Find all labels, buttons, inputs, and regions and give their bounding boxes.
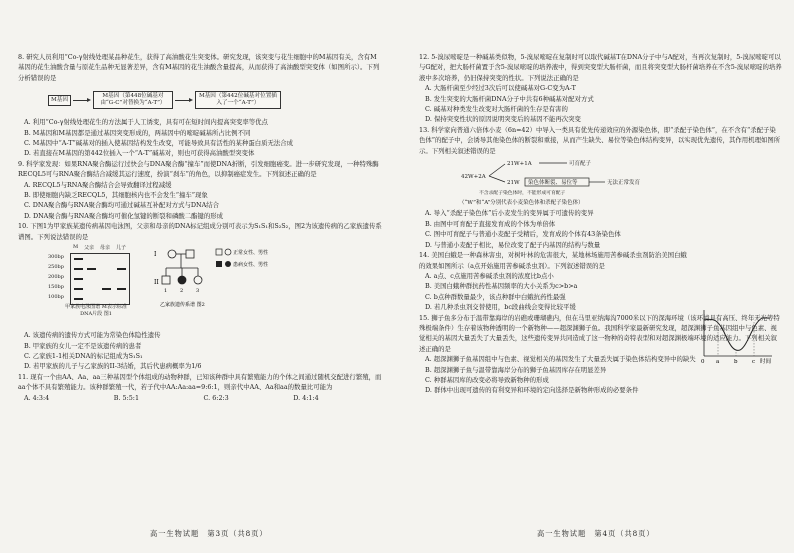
arrow-icon [175,97,193,103]
q12-option-c: C. 碱基对种类发生改变对大肠杆菌的生存是有害的 [425,105,568,114]
pedigree-female [168,250,176,258]
legend-normal-label: 正常女性、男性 [233,250,269,257]
page-footer-right: 高一生物试题 第4页（共8页） [537,529,655,538]
q13-option-a: A. 导入“杀配子染色体”后小麦发生的变异属于可遗传的变异 [425,209,594,218]
q8-option-c: C. M基因中“A-T”碱基对的插入使基因结构发生改变，可能导致具有活性的某种蛋白质无法合成 [24,139,294,148]
q9-option-c: C. DNA聚合酶与RNA聚合酶均可通过碱基互补配对方式与DNA结合 [24,201,219,210]
q12-stem: 12. 5-溴尿嘧啶是一种碱基类似物，5-溴尿嘧啶在复制时可以取代碱基T在DNA分子中与A配对，当再次复制时，5-溴尿嘧啶可以与G配对，把大肠杆菌置于含5-溴尿嘧啶的培养液中，得到突变型大肠杆菌，而且将突变型大肠杆菌培养在不含5-溴尿嘧啶的培养液中多次培养，仍旧保持突变的性状。下列说法正确的是 [419,53,782,82]
lane-label: M [73,244,79,251]
q14-population-graph [696,306,776,366]
axis-b-label: b [734,359,738,365]
q9-stem: 9. 科学家发现：如果RNA聚合酶运行过快会与DNA聚合酶“撞车”而使DNA折断，引发细胞癌变。进一步研究发现，一种特殊酶RECQL5可与RNA聚合酶结合减缓其运行速度，扮演“刹车”的角色，以抑制癌症发生。下列叙述正确的是 [18,159,379,179]
fig1-caption: 甲家族电泳图谱 M表示标准DNA片段 图1 [65,304,127,317]
q10-option-b: B. 甲家族的女儿一定不是该遗传病的患者 [24,341,142,350]
q12-option-d: D. 保持突变性状的原因说明突变后的基因不能再次突变 [425,115,581,124]
q8-option-a: A. 利用“Co-γ射线处理花生的方法属于人工诱变，具有可在短时间内提高突变率等优点 [24,118,268,127]
individual-number: 2 [180,288,184,295]
diagram-gamete-w: 21W [507,180,520,187]
fig2-caption: 乙家族遗传系谱 图2 [160,302,205,309]
pedigree-female [194,276,202,284]
generation-label: I [154,251,157,259]
individual-number: 3 [196,288,200,295]
q14-option-d: D. 若几种杀虫剂交替使用，bc段曲线会变得比较平缓 [425,303,576,312]
q10-stem: 10. 下图1为甲家族某遗传病基因电泳图，父亲和母亲的DNA标记组成分别可表示为S₁S₁和S₂S₂，图2为该遗传病的乙家族遗传系谱图。下列说法错误的是 [18,222,382,241]
q11-option-c: C. 6:2:3 [203,393,229,402]
gel-band [74,258,83,260]
legend-affected-female-icon [225,261,231,267]
diagram-parent-label: 42W+2A [461,174,486,181]
q8-option-d: D. 若直接在M基因的第442位插入一个“A-T”碱基对，则也可获得高油酸型突变体 [24,149,255,158]
gel-band [87,268,96,270]
q10-option-c: C. 乙家族1-1相关DNA的标记组成为S₁S₁ [24,351,143,360]
q11-option-b: B. 5:5:1 [113,393,140,402]
axis-a-label: a [716,359,720,365]
bp-label: 200bp [48,274,64,281]
right-page [397,0,794,553]
pedigree-male [186,250,194,258]
bp-label: 250bp [48,264,64,271]
q14-block [419,250,689,312]
q13-diagram [459,156,699,198]
legend-affected-male-icon [216,261,222,267]
flow-box-3: M基因（第442位碱基对位置插入了一个“A-T”） [195,91,281,109]
legend-affected-label: 患病女性、男性 [233,262,269,269]
q8-flow-diagram [48,86,383,114]
q13-stem: 13. 科学家向普通六倍体小麦（6n=42）中导入一类具有优先传递效应的外源染色体，即“杀配子染色体”，在不含有“杀配子染色体”的配子中，会诱导其他染色体的断裂和重接，从而产生缺失、易位等染色体结构变异，以实现优先遗传，其作用机理如图所示。下列相关叙述错误的是 [419,125,781,155]
q11-option-d: D. 4:1:4 [293,393,319,402]
bp-label: 300bp [48,254,64,261]
bp-label: 150bp [48,284,64,291]
q12-option-a: A. 大肠杆菌至少经过3次后可以使碱基对G-C变为A-T [425,84,576,93]
q15-option-d: D. 群体中出现可遗传的有利变异和环境的定向选择是新物种形成的必要条件 [425,386,639,395]
diagram-process-label: 染色体断裂、易位等 [528,180,578,187]
q9-option-a: A. RECQL5与RNA聚合酶结合会导致翻译过程减缓 [24,180,172,189]
q10-option-a: A. 该遗传病的遗传方式可能为常染色体隐性遗传 [24,331,161,340]
q14-stem: 14. 美国白蛾是一种森林害虫，对树叶林的危害很大，某地林场施用苦参碱杀虫剂防治美国白蛾的效果如图所示（a点开始施用苦参碱杀虫剂）。下列叙述错误的是 [419,251,687,270]
q11-options [24,393,383,403]
q11-option-a: A. 4:3:4 [24,393,50,402]
flow-box-2: M基因（第448位碱基对由“G-C”对替换为“A-T”） [93,91,173,109]
q14-option-c: C. b点种群数量最少，该点种群中白蛾抗药性最强 [425,292,566,301]
gel-frame [70,253,130,305]
q15-option-b: B. 超深渊狮子鱼与温带靠海岸分布的狮子鱼基因库存在明显差异 [425,365,607,374]
pedigree-chart [152,244,302,324]
diagram-fail-label: 无法正常发育 [607,180,641,187]
diagram-note-label: 不含杀配子染色体时，不能形成可育配子 [479,191,566,197]
pedigree-figure [152,244,302,328]
arrow-icon [73,97,91,103]
q11-stem: 11. 现有一个由AA、Aa、aa三种基因型个体组成的动物种群，已知该种群中具有繁殖能力的个体之间通过随机交配进行繁殖，而aa个体不具有繁殖能力。该种群繁殖一代，若子代中AA:Aa:aa=9:6:1，则亲代中AA、Aa和aa的数量比可能为 [18,372,382,392]
lane-label: 父亲 [84,245,95,252]
page-footer-left: 高一生物试题 第3页（共8页） [150,529,268,538]
q9-option-d: D. DNA聚合酶与RNA聚合酶均可催化氢键的断裂和磷酸二酯键的形成 [24,211,224,220]
q13-option-b: B. 由图中可育配子直接发育成的个体为单倍体 [425,219,556,228]
gel-band [74,288,83,290]
q15-option-c: C. 种群基因库的改变必将导致新物种的形成 [425,375,549,384]
generation-label: II [154,279,159,287]
q14-option-b: B. 美国白蛾种群抗药性基因频率的大小关系为c>b>a [425,282,578,291]
legend-normal-male-icon [216,249,222,255]
diagram-arrow-line [489,176,505,182]
axis-time-label: 时间 [760,359,772,365]
q12-option-b: B. 发生突变的大肠杆菌DNA分子中共有6种碱基对配对方式 [425,94,594,103]
q13-option-c: C. 图中可育配子与普通小麦配子受精后，发育成的个体有43条染色体 [425,230,621,239]
bp-label: 100bp [48,294,64,301]
axis-origin-label: 0 [701,359,705,365]
gel-band [102,288,111,290]
diagram-fertile-gamete: 可育配子 [569,161,592,168]
q15-option-a: A. 超深渊狮子鱼基因组中与色素、视觉相关的基因发生了大量丢失属于染色体结构变异中的缺失 [425,355,696,364]
gel-band [74,278,83,280]
gel-figure [48,244,130,328]
q8-stem: 8. 研究人员利用“Co-γ射线处理某品种花生，获得了高油酸花生突变体。研究发现，该突变与花生细胞中的M基因有关，含有M基因的花生油酸含量与原花生品种无显著差异，含有M基因的花生油酸含量提高，从而获得了高油酸型突变体（如图所示）。下列分析错误的是 [18,53,380,82]
pedigree-affected-female [178,276,186,284]
q13-option-d: D. 与普通小麦配子相比，易位改变了配子内基因的结构与数量 [425,240,601,249]
q10-figures [48,244,383,328]
lane-label: 母亲 [100,245,111,252]
q8-option-b: B. M基因和M基因都是通过基因突变形成的，两基因中的嘧啶碱基所占比例不同 [24,128,251,137]
legend-normal-female-icon [225,249,231,255]
gel-image [48,244,130,324]
diagram-arrow-line [489,164,505,176]
q14-option-a: A. a点、c点施用苦参碱杀虫剂的浓度比b点小 [425,271,554,280]
gel-band [74,298,83,300]
lane-label: 儿子 [116,245,127,252]
gel-band [117,288,126,290]
q10-option-d: D. 若甲家族的儿子与乙家族的II-3结婚，其后代患病概率为1/6 [24,362,202,371]
individual-number: 1 [164,288,168,295]
diagram-gamete-a: 21W+1A [507,161,532,168]
gel-band [74,268,83,270]
axis-c-label: c [752,359,756,365]
flow-box-1: M基因 [48,95,71,106]
population-curve [704,318,770,350]
q15-stem: 15. 狮子鱼多分布于温带靠海岸的岩礁或珊瑚礁内，但在马里亚纳海沟7000米以下的深海环境（该环境具有高压、终年无光等特殊极端条件）生存着该物种透明的一个新物种——超深渊狮子鱼。我国科学家最新研究发现，超深渊狮子鱼基因组中与色素、视觉相关的基因大量丢失了大量丢失，这些遗传变异共同造成了这一物种的奇特表型和对超深渊极端环境的适应能力。下列相关叙述正确的是 [419,313,780,353]
pedigree-male [162,276,170,284]
q13-diagram-note: （“W”和“A”分别代表小麦染色体和杀配子染色体） [459,200,584,207]
q9-option-b: B. 即使细胞内缺乏RECQL5，其细胞核内也不会发生“撞车”现象 [24,191,208,200]
gel-band [117,268,126,270]
